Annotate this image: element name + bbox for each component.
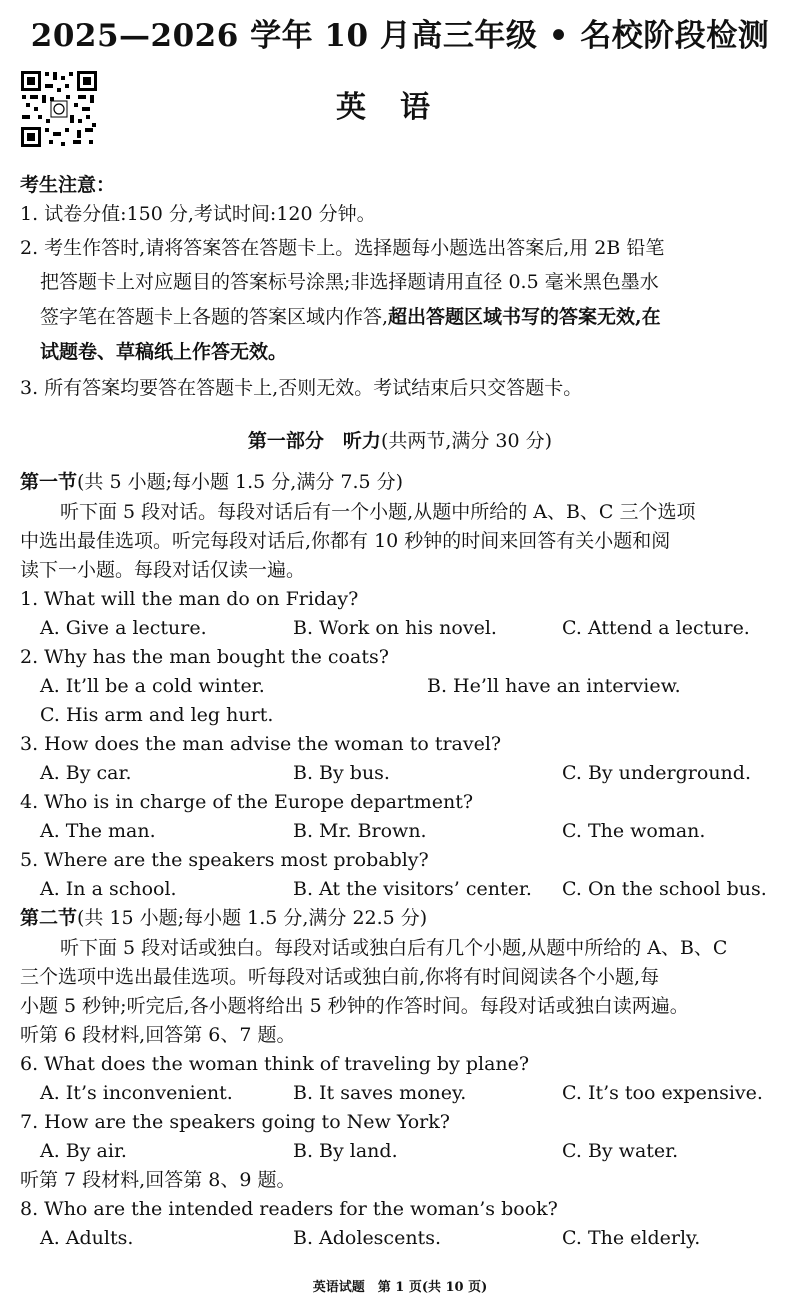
notice-heading: 考生注意：: [20, 174, 116, 196]
question-5-option-b: B. At the visitors’ center.: [293, 878, 532, 900]
part-1-title-note: (共两节,满分 30 分): [380, 430, 553, 452]
notice-item-2-line-3-bold: 超出答题区域书写的答案无效,在: [388, 306, 661, 328]
notice-item-1: 1. 试卷分值:150 分,考试时间:120 分钟。: [20, 203, 376, 225]
question-1-option-b: B. Work on his novel.: [293, 617, 497, 639]
section-2-intro-line-3: 小题 5 秒钟;听完后,各小题将给出 5 秒钟的作答时间。每段对话或独白读两遍。: [20, 995, 689, 1017]
question-5-stem: 5. Where are the speakers most probably?: [20, 849, 429, 871]
section-2-note: (共 15 小题;每小题 1.5 分,满分 22.5 分): [77, 907, 428, 929]
question-1-option-c: C. Attend a lecture.: [562, 617, 750, 639]
section-1-note: (共 5 小题;每小题 1.5 分,满分 7.5 分): [77, 471, 404, 493]
section-2-title: [20, 904, 427, 933]
question-4-option-a: A. The man.: [40, 820, 156, 842]
question-8-option-c: C. The elderly.: [562, 1227, 701, 1249]
question-4-option-b: B. Mr. Brown.: [293, 820, 427, 842]
question-3-option-a: A. By car.: [40, 762, 132, 784]
subject-title: 英语: [336, 90, 464, 125]
notice-item-2-line-3-normal: 签字笔在答题卡上各题的答案区域内作答,: [40, 306, 389, 328]
question-1-stem: 1. What will the man do on Friday?: [20, 588, 359, 610]
notice-item-3: 3. 所有答案均要答在答题卡上,否则无效。考试结束后只交答题卡。: [20, 377, 583, 399]
notice-item-2-line-1: 2. 考生作答时,请将答案答在答题卡上。选择题每小题选出答案后,用 2B 铅笔: [20, 237, 665, 259]
question-2-option-a: A. It’ll be a cold winter.: [40, 675, 265, 697]
question-3-option-c: C. By underground.: [562, 762, 751, 784]
section-1-title: [20, 468, 403, 497]
material-6-instruction: 听第 6 段材料,回答第 6、7 题。: [20, 1024, 296, 1046]
question-4-stem: 4. Who is in charge of the Europe department?: [20, 791, 474, 813]
question-7-option-a: A. By air.: [40, 1140, 127, 1162]
material-7-instruction: 听第 7 段材料,回答第 8、9 题。: [20, 1169, 296, 1191]
section-2-intro-line-1: 听下面 5 段对话或独白。每段对话或独白后有几个小题,从题中所给的 A、B、C: [60, 937, 728, 959]
section-1-label: 第一节: [20, 471, 78, 493]
notice-item-2-line-2: 把答题卡上对应题目的答案标号涂黑;非选择题请用直径 0.5 毫米黑色墨水: [40, 271, 659, 293]
section-1-intro-line-1: 听下面 5 段对话。每段对话后有一个小题,从题中所给的 A、B、C 三个选项: [60, 501, 696, 523]
question-5-option-c: C. On the school bus.: [562, 878, 767, 900]
question-6-option-b: B. It saves money.: [293, 1082, 467, 1104]
question-2-option-c: C. His arm and leg hurt.: [40, 704, 274, 726]
section-1-intro-line-2: 中选出最佳选项。听完每段对话后,你都有 10 秒钟的时间来回答有关小题和阅: [20, 530, 671, 552]
section-1-intro-line-3: 读下一小题。每段对话仅读一遍。: [20, 559, 306, 581]
question-5-option-a: A. In a school.: [40, 878, 177, 900]
question-7-option-b: B. By land.: [293, 1140, 398, 1162]
question-6-option-a: A. It’s inconvenient.: [40, 1082, 233, 1104]
question-6-stem: 6. What does the woman think of traveling by plane?: [20, 1053, 530, 1075]
question-2-option-b: B. He’ll have an interview.: [427, 675, 681, 697]
question-8-option-a: A. Adults.: [40, 1227, 134, 1249]
exam-title: 2025—2026 学年 10 月高三年级 • 名校阶段检测: [30, 18, 770, 54]
question-1-option-a: A. Give a lecture.: [40, 617, 207, 639]
question-3-stem: 3. How does the man advise the woman to travel?: [20, 733, 502, 755]
question-3-option-b: B. By bus.: [293, 762, 390, 784]
question-2-stem: 2. Why has the man bought the coats?: [20, 646, 389, 668]
question-8-option-b: B. Adolescents.: [293, 1227, 441, 1249]
question-4-option-c: C. The woman.: [562, 820, 706, 842]
part-1-title-text: 第一部分 听力: [247, 430, 381, 452]
question-6-option-c: C. It’s too expensive.: [562, 1082, 763, 1104]
question-7-stem: 7. How are the speakers going to New York?: [20, 1111, 450, 1133]
part-1-title: [0, 426, 800, 453]
notice-item-2-line-3: [40, 303, 661, 332]
question-7-option-c: C. By water.: [562, 1140, 679, 1162]
section-2-intro-line-2: 三个选项中选出最佳选项。听每段对话或独白前,你将有时间阅读各个小题,每: [20, 966, 660, 988]
page-footer: 英语试题 第 1 页(共 10 页): [312, 1280, 488, 1295]
section-2-label: 第二节: [20, 907, 78, 929]
question-8-stem: 8. Who are the intended readers for the woman’s book?: [20, 1198, 558, 1220]
notice-item-2-line-4: 试题卷、草稿纸上作答无效。: [40, 341, 288, 363]
